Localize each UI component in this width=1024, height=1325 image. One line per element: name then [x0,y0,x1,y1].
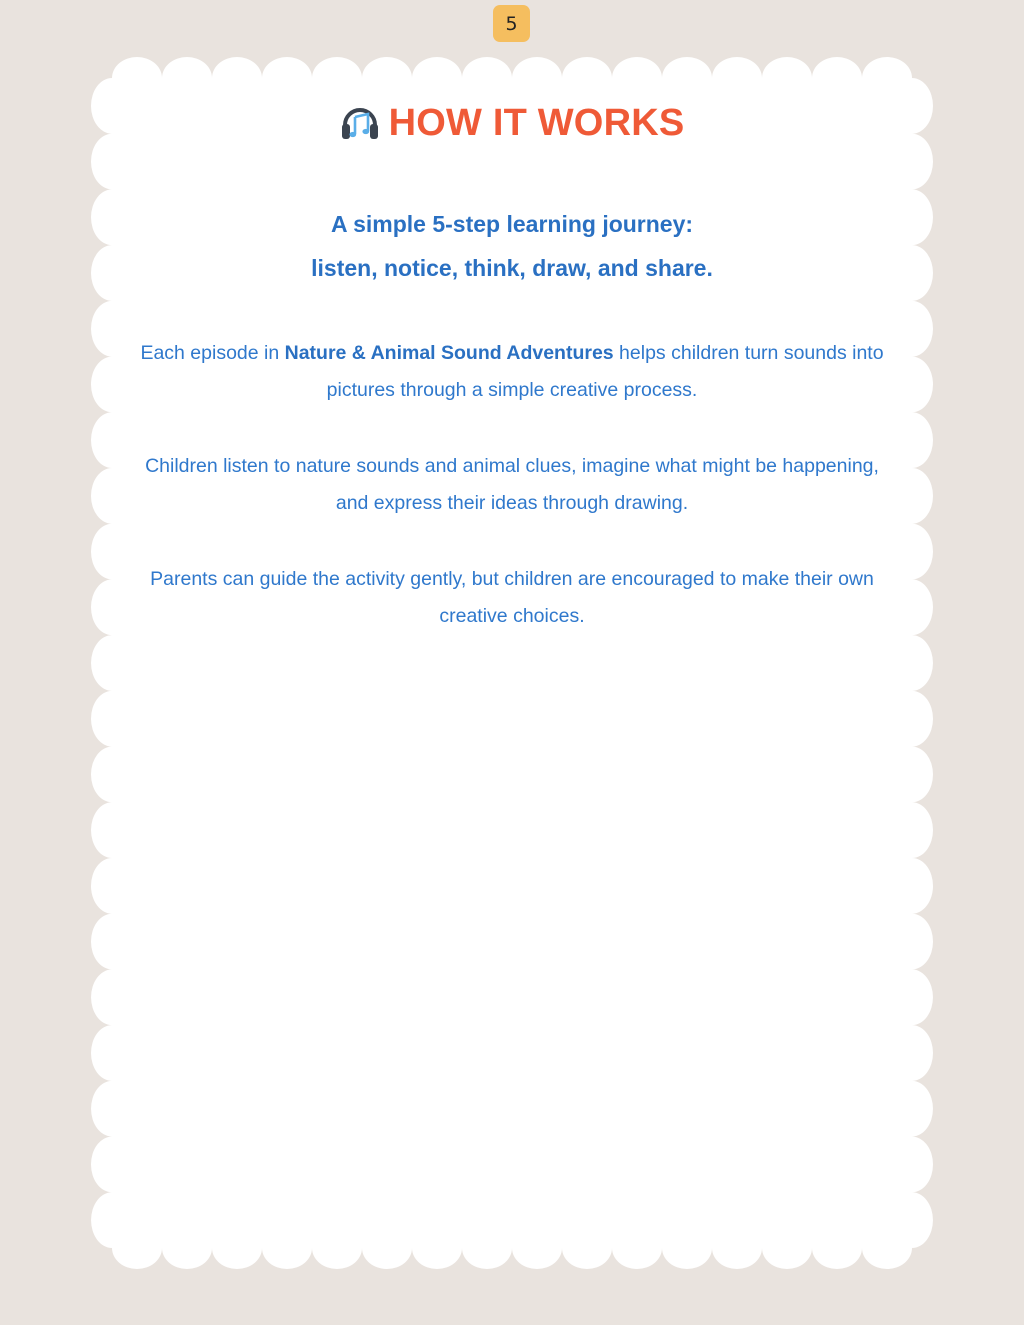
title-row [110,98,914,148]
paragraph-episode-before: Each episode in [140,342,285,364]
headphones-music-icon [340,103,380,143]
page-number: 5 [505,12,518,35]
paragraph-episode [130,335,894,409]
page-title: HOW IT WORKS [388,101,685,144]
paragraph-episode-after: helps children turn sounds into pictures through a simple creative process. [326,342,884,401]
intro-line-1: A simple 5-step learning journey: [330,211,694,237]
paragraph-children: Children listen to nature sounds and animal clues, imagine what might be happening, and express their ideas through drawing. [145,455,879,514]
paragraph-parents: Parents can guide the activity gently, but children are encouraged to make their own creative choices. [150,568,874,627]
series-name: Nature & Animal Sound Adventures [284,342,614,364]
intro-line-2: listen, notice, think, draw, and share. [311,255,713,281]
